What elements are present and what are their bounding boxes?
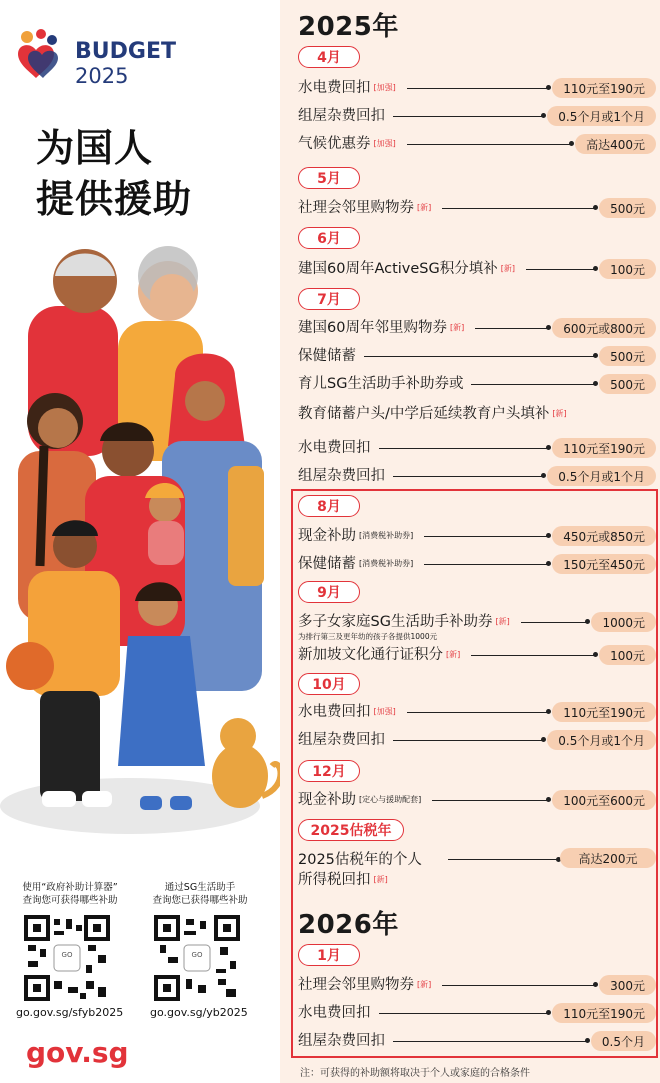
item-tag: [新] <box>495 617 510 626</box>
connector-dot <box>593 982 598 987</box>
item-label-text: 水电费回扣 <box>298 80 371 96</box>
item-label-text: 气候优惠券 <box>298 136 371 152</box>
item-label-text: 水电费回扣 <box>298 704 371 720</box>
family-illustration <box>0 236 280 836</box>
qr2-center-label: GO <box>191 951 203 959</box>
schedule-row <box>298 344 656 368</box>
schedule-row <box>298 464 656 488</box>
qr1-url-link[interactable]: go.gov.sg/sfyb2025 <box>16 1006 124 1019</box>
budget-logo-year: 2025 <box>75 64 129 88</box>
year-2026-heading: 2026年 <box>298 910 399 940</box>
value-pill: 500元 <box>599 198 656 218</box>
item-label <box>298 104 385 128</box>
connector-line <box>526 269 597 270</box>
item-tag: [新] <box>417 203 432 212</box>
month-aug: 8月 <box>298 495 360 517</box>
item-tag: [新] <box>449 323 465 332</box>
item-label-text: 建国60周年ActiveSG积分填补 <box>298 261 498 277</box>
connector-dot <box>541 473 546 478</box>
schedule-row <box>298 728 656 752</box>
qr2-caption <box>140 881 260 907</box>
schedule-row <box>298 132 656 156</box>
schedule-row <box>298 973 656 997</box>
schedule-row <box>298 76 656 100</box>
item-label-text: 组屋杂费回扣 <box>298 1033 385 1049</box>
connector-line <box>364 356 597 357</box>
item-label-text: 现金补助 <box>298 528 356 544</box>
qr2-url-link[interactable]: go.gov.sg/yb2025 <box>150 1006 248 1019</box>
qr2-caption-line2: 查询您已获得哪些补助 <box>152 895 248 906</box>
connector-line <box>379 1013 551 1014</box>
item-label-text: 保健储蓄 <box>298 556 356 572</box>
item-label <box>298 257 515 281</box>
schedule-row <box>298 436 656 460</box>
ya-tag: [新] <box>373 875 388 884</box>
ya-label-line2 <box>298 868 388 889</box>
sep-note: 为排行第三及更年幼的孩子各提供1000元 <box>298 632 438 641</box>
connector-line <box>424 564 550 565</box>
connector-dot <box>593 353 598 358</box>
item-tag: [加强] <box>373 139 396 148</box>
connector-line <box>407 712 550 713</box>
value-pill: 110元至190元 <box>552 78 656 98</box>
connector-dot <box>569 141 574 146</box>
item-label <box>298 973 431 997</box>
gov-sg-logo: gov.sg <box>26 1036 129 1069</box>
connector-line <box>442 208 597 209</box>
item-tag: [新] <box>500 264 515 273</box>
connector-dot <box>546 709 551 714</box>
value-pill: 100元 <box>599 645 656 665</box>
qr1-caption-line2: 查询您可获得哪些补助 <box>22 895 118 906</box>
schedule-row <box>298 643 656 667</box>
left-panel <box>0 0 280 1083</box>
value-pill: 110元至190元 <box>552 1003 656 1023</box>
connector-dot <box>546 445 551 450</box>
schedule-row <box>298 257 656 281</box>
value-pill: 600元或800元 <box>552 318 656 338</box>
connector-dot <box>541 113 546 118</box>
item-label <box>298 1029 385 1053</box>
item-tag: [消费税补助券] <box>359 531 414 540</box>
year-of-assessment-badge: 2025估税年 <box>298 819 404 841</box>
connector-dot <box>585 619 590 624</box>
value-pill: 100元至600元 <box>552 790 656 810</box>
month-jan: 1月 <box>298 944 360 966</box>
connector-line <box>475 328 550 329</box>
item-label-text: 水电费回扣 <box>298 440 371 456</box>
item-label-text: 建国60周年邻里购物券 <box>298 320 447 336</box>
item-label-text: 水电费回扣 <box>298 1005 371 1021</box>
value-pill: 100元 <box>599 259 656 279</box>
month-dec: 12月 <box>298 760 360 782</box>
value-pill: 0.5个月或1个月 <box>547 466 656 486</box>
connector-line <box>471 384 597 385</box>
item-label <box>298 1001 371 1025</box>
item-label-text: 保健储蓄 <box>298 348 356 364</box>
connector-dot <box>593 652 598 657</box>
value-pill: 1000元 <box>591 612 656 632</box>
connector-line <box>424 536 550 537</box>
qr2-caption-line1: 通过SG生活助手 <box>164 882 236 893</box>
footnote: 注：可获得的补助额将取决于个人或家庭的合格条件 <box>300 1068 530 1079</box>
schedule-row <box>298 524 656 548</box>
value-pill: 450元或850元 <box>552 526 656 546</box>
schedule-row <box>298 700 656 724</box>
schedule-row <box>298 104 656 128</box>
month-jun: 6月 <box>298 227 360 249</box>
connector-line <box>471 655 597 656</box>
value-pill: 0.5个月或1个月 <box>547 730 656 750</box>
connector-dot <box>593 381 598 386</box>
connector-line <box>521 622 590 623</box>
month-may: 5月 <box>298 167 360 189</box>
value-pill: 500元 <box>599 374 656 394</box>
connector-dot <box>585 1038 590 1043</box>
qr1-center-label: GO <box>61 951 73 959</box>
ya-label-line2-text: 所得税回扣 <box>298 872 371 888</box>
item-label <box>298 464 385 488</box>
item-label <box>298 76 396 100</box>
schedule-row <box>298 372 656 396</box>
item-label-text: 新加坡文化通行证积分 <box>298 647 443 663</box>
value-pill: 110元至190元 <box>552 702 656 722</box>
item-label <box>298 700 396 724</box>
item-label-text: 育儿SG生活助手补助券或 <box>298 376 464 392</box>
item-label-text: 社理会邻里购物券 <box>298 977 414 993</box>
connector-line <box>393 740 545 741</box>
connector-dot <box>546 797 551 802</box>
month-sep: 9月 <box>298 581 360 603</box>
connector-line <box>442 985 597 986</box>
connector-line <box>407 144 573 145</box>
item-label-text: 组屋杂费回扣 <box>298 732 385 748</box>
item-label <box>298 728 385 752</box>
month-oct: 10月 <box>298 673 360 695</box>
item-label <box>298 372 463 396</box>
connector-dot <box>546 533 551 538</box>
item-label <box>298 436 371 460</box>
value-pill: 500元 <box>599 346 656 366</box>
connector-dot <box>546 561 551 566</box>
item-label <box>298 196 431 220</box>
schedule-row <box>298 1001 656 1025</box>
item-label <box>298 344 356 368</box>
item-label <box>298 316 464 340</box>
connector-dot <box>546 1010 551 1015</box>
qr-code-lifesg[interactable] <box>154 915 240 1001</box>
item-tag: [新] <box>417 980 432 989</box>
connector-dot <box>593 266 598 271</box>
ya-label-line1: 2025估税年的个人 <box>298 852 422 868</box>
qr-code-calculator[interactable] <box>24 915 110 1001</box>
connector-dot <box>541 737 546 742</box>
item-label-text: 现金补助 <box>298 792 356 808</box>
connector-line <box>393 476 545 477</box>
qr1-caption <box>10 881 130 907</box>
schedule-row <box>298 1029 656 1053</box>
ya-connector-line <box>448 859 560 860</box>
jul-continuation-label <box>298 402 567 423</box>
item-tag: [新] <box>446 650 461 659</box>
headline-line1: 为国人 <box>36 126 154 170</box>
month-apr: 4月 <box>298 46 360 68</box>
schedule-row <box>298 196 656 220</box>
item-label-text: 组屋杂费回扣 <box>298 468 385 484</box>
item-tag: [加强] <box>373 707 396 716</box>
value-pill: 0.5个月 <box>591 1031 656 1051</box>
connector-dot <box>593 205 598 210</box>
ya-value-pill: 高达200元 <box>560 848 656 868</box>
connector-dot <box>546 85 551 90</box>
item-tag: [加强] <box>373 83 396 92</box>
item-label <box>298 552 413 576</box>
year-2025-heading: 2025年 <box>298 12 399 42</box>
item-label <box>298 524 413 548</box>
item-label-text: 多子女家庭SG生活助手补助券 <box>298 614 493 630</box>
value-pill: 300元 <box>599 975 656 995</box>
month-jul: 7月 <box>298 288 360 310</box>
budget-logo-title: BUDGET <box>75 39 176 64</box>
headline-line2: 提供援助 <box>36 177 193 221</box>
value-pill: 110元至190元 <box>552 438 656 458</box>
connector-dot <box>546 325 551 330</box>
item-tag: [定心与援助配套] <box>359 795 422 804</box>
connector-line <box>393 116 545 117</box>
item-label <box>298 643 460 667</box>
item-label-text: 社理会邻里购物券 <box>298 200 414 216</box>
item-label-text: 组屋杂费回扣 <box>298 108 385 124</box>
jul-continuation-tag: [新] <box>552 409 567 418</box>
jul-continuation-text: 教育储蓄户头/中学后延续教育户头填补 <box>298 406 550 422</box>
value-pill: 150元至450元 <box>552 554 656 574</box>
item-tag: [消费税补助券] <box>359 559 414 568</box>
schedule-row <box>298 316 656 340</box>
item-label <box>298 132 396 156</box>
value-pill: 高达400元 <box>575 134 656 154</box>
item-label <box>298 788 421 812</box>
connector-line <box>432 800 550 801</box>
budget-heart-logo <box>12 28 70 86</box>
connector-line <box>393 1041 589 1042</box>
connector-line <box>407 88 550 89</box>
value-pill: 0.5个月或1个月 <box>547 106 656 126</box>
schedule-row <box>298 552 656 576</box>
connector-line <box>379 448 551 449</box>
schedule-row <box>298 788 656 812</box>
qr1-caption-line1: 使用“政府补助计算器” <box>22 882 118 893</box>
